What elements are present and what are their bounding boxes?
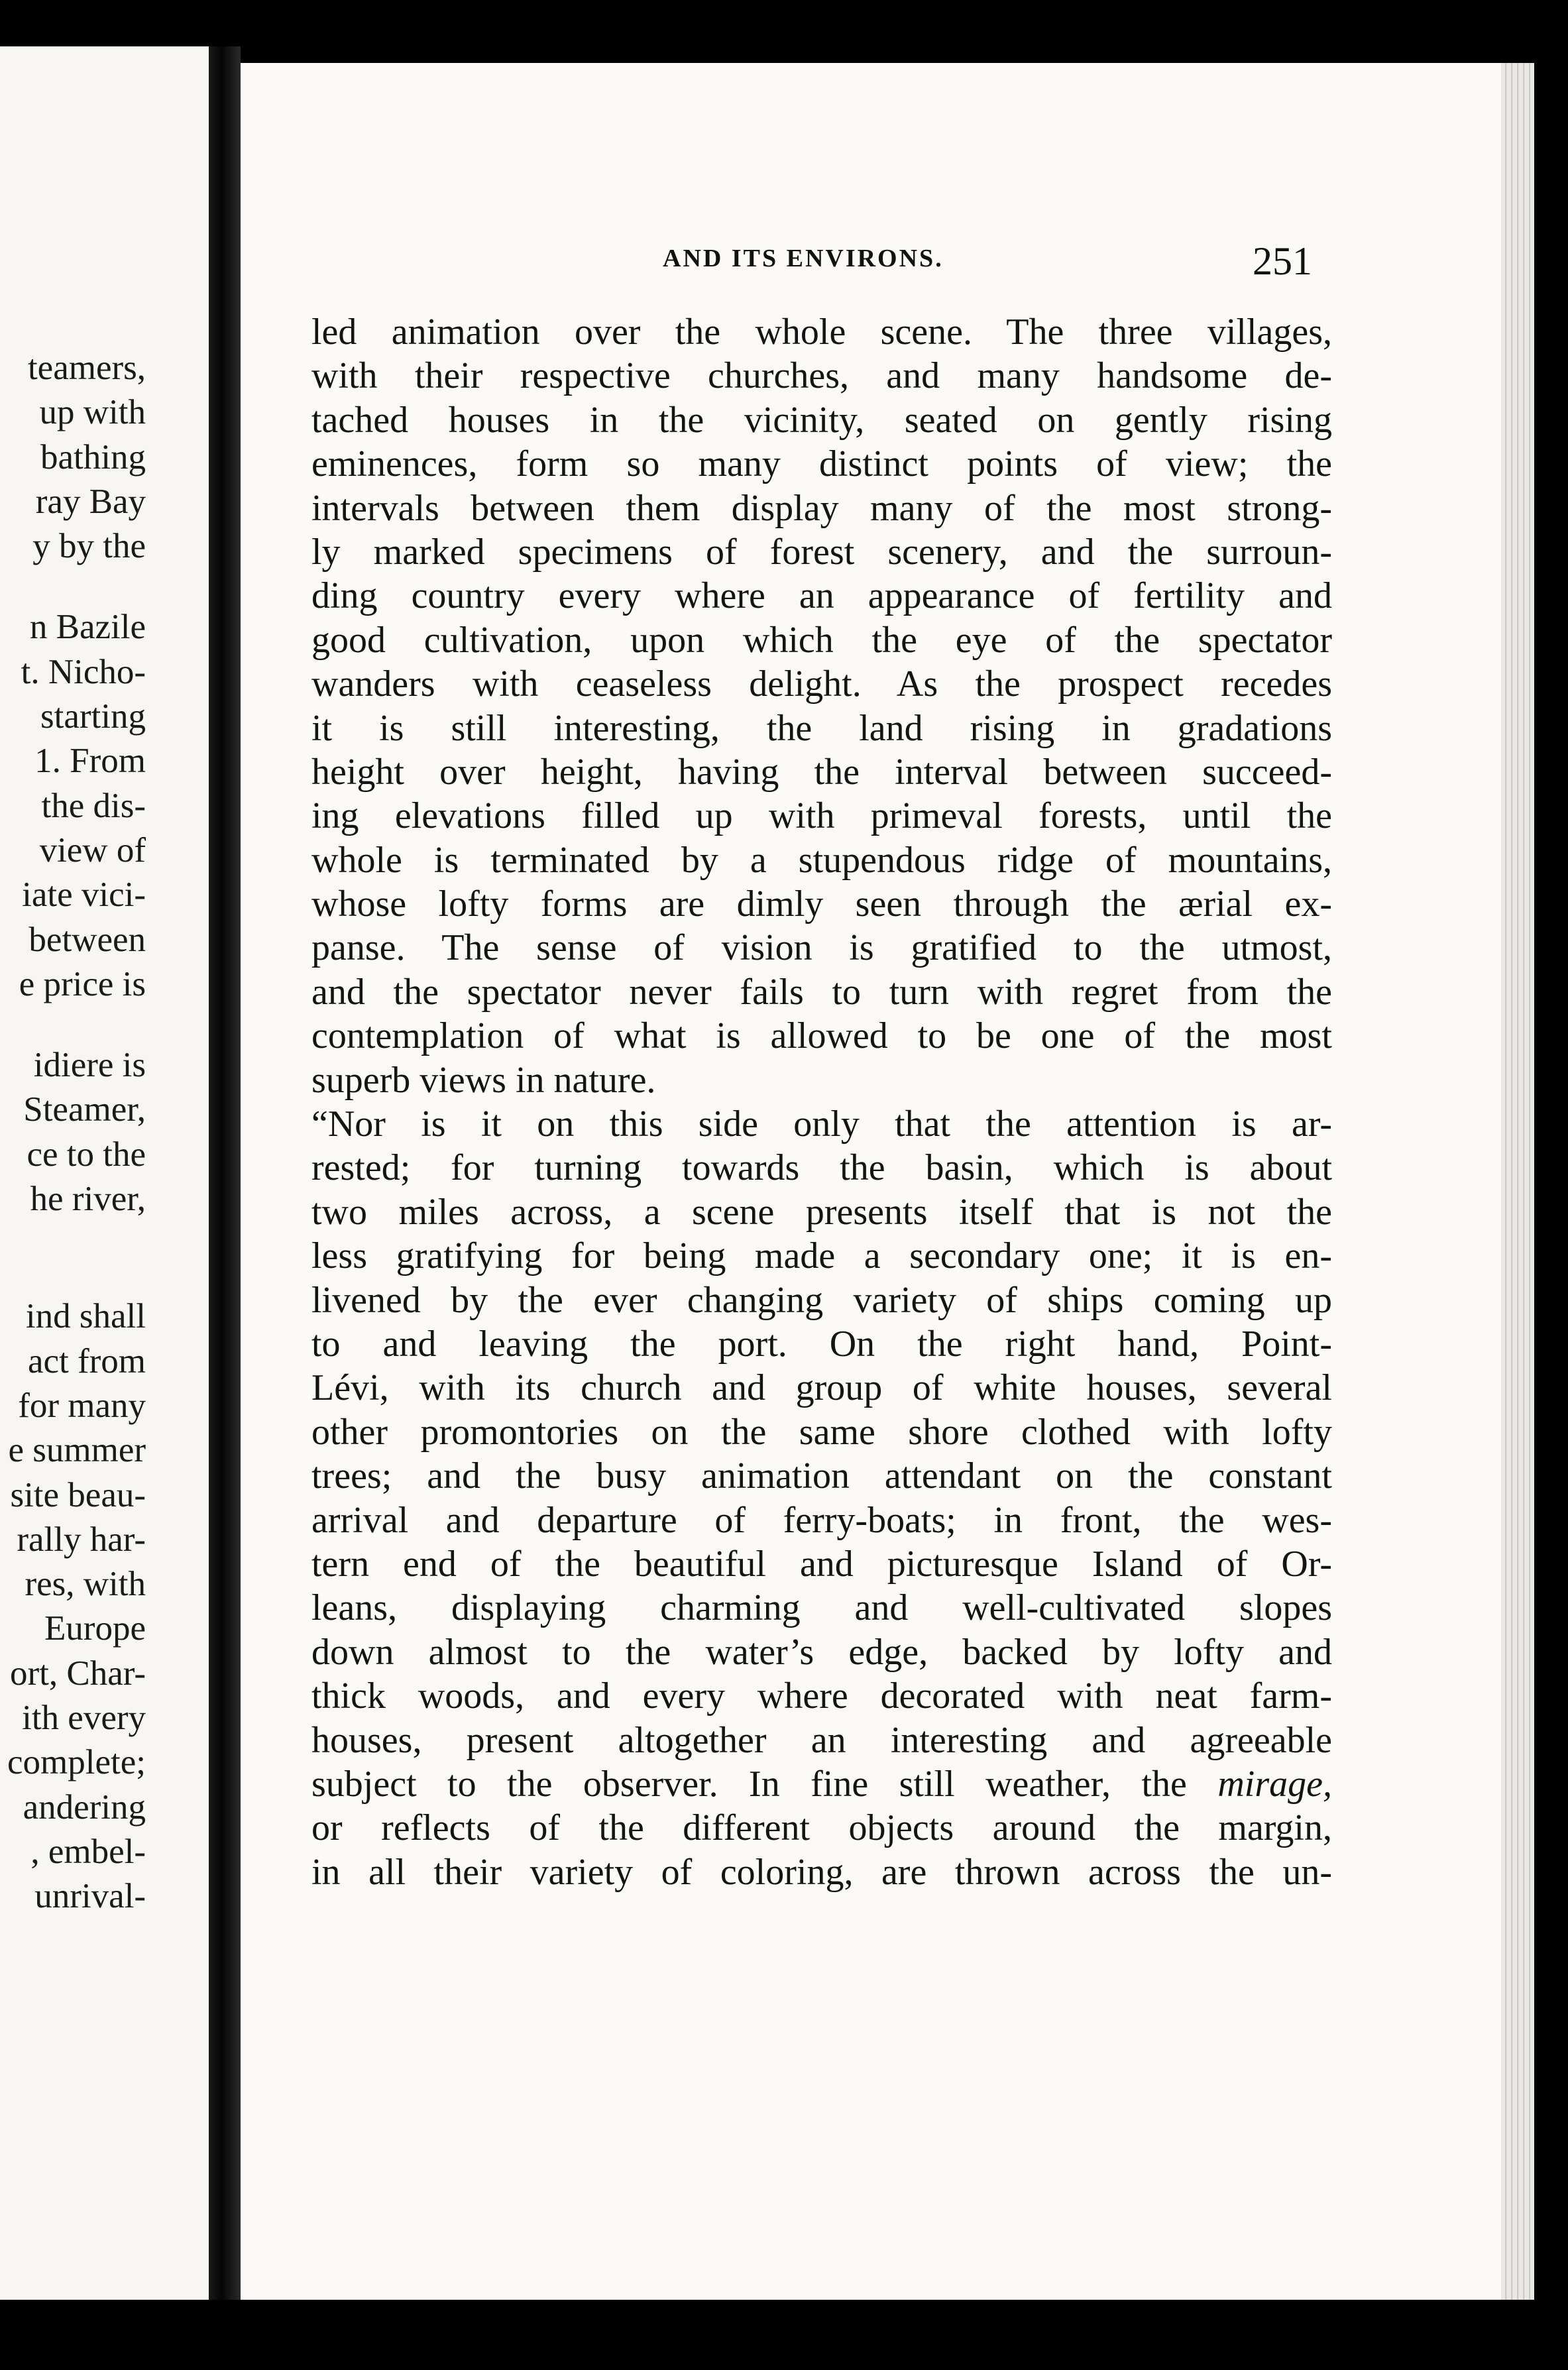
facing-line: ray Bay xyxy=(35,482,146,521)
facing-gap xyxy=(7,569,146,605)
facing-line: n Bazile xyxy=(29,608,146,647)
facing-line: t. Nicho- xyxy=(21,652,146,691)
text-segment: subject to the observer. In fine still weather, the xyxy=(311,1763,1187,1805)
facing-line: the dis- xyxy=(41,786,146,825)
running-head: AND ITS ENVIRONS. xyxy=(663,245,944,272)
text-line: arrival and departure of ferry-boats; in front, the wes- xyxy=(311,1499,1332,1541)
page-number: 251 xyxy=(1253,239,1312,283)
facing-line: e summer xyxy=(8,1431,146,1470)
text-line: thick woods, and every where decorated with neat farm- xyxy=(311,1675,1332,1717)
facing-line: , embel- xyxy=(30,1832,146,1871)
text-line: rested; for turning towards the basin, which is about xyxy=(311,1147,1332,1189)
facing-line: iate vici- xyxy=(22,875,146,915)
text-line: to and leaving the port. On the right hand, Point- xyxy=(311,1323,1332,1365)
facing-line: unrival- xyxy=(34,1877,146,1916)
text-line: and the spectator never fails to turn with regret from the xyxy=(311,971,1332,1013)
text-line: whole is terminated by a stupendous ridge of mountains, xyxy=(311,839,1332,881)
facing-line: andering xyxy=(23,1787,146,1827)
text-line: tached houses in the vicinity, seated on gently rising xyxy=(311,399,1332,441)
text-line: whose lofty forms are dimly seen through the ærial ex- xyxy=(311,883,1332,925)
facing-line: ith every xyxy=(22,1699,146,1738)
facing-line: for many xyxy=(18,1386,146,1425)
body-text xyxy=(311,310,1332,1894)
facing-line: res, with xyxy=(25,1565,146,1604)
facing-line: act from xyxy=(27,1341,146,1381)
text-line: tern end of the beautiful and picturesque Island of Or- xyxy=(311,1543,1332,1585)
text-line: Lévi, with its church and group of white houses, several xyxy=(311,1367,1332,1409)
text-line: down almost to the water’s edge, backed by lofty and xyxy=(311,1631,1332,1673)
text-line: houses, present altogether an interesting and agreeable xyxy=(311,1719,1332,1761)
facing-line: he river, xyxy=(30,1180,146,1219)
facing-line: Europe xyxy=(44,1609,146,1648)
facing-line: bathing xyxy=(40,437,146,477)
facing-gap xyxy=(7,1258,146,1294)
facing-line: ce to the xyxy=(27,1135,146,1174)
text-line: good cultivation, upon which the eye of the spectator xyxy=(311,619,1332,661)
facing-line: e price is xyxy=(19,964,146,1003)
facing-line: rally har- xyxy=(17,1520,146,1559)
facing-line: starting xyxy=(40,697,146,736)
facing-line: up with xyxy=(39,393,146,432)
text-line: trees; and the busy animation attendant on the constant xyxy=(311,1455,1332,1497)
text-line: ding country every where an appearance of fertility and xyxy=(311,575,1332,617)
text-line: superb views in nature. xyxy=(311,1059,656,1101)
text-line: led animation over the whole scene. The three villages, xyxy=(311,311,1332,353)
facing-gap xyxy=(7,1221,146,1258)
facing-line: ind shall xyxy=(25,1297,146,1336)
text-line: leans, displaying charming and well-cultivated slopes xyxy=(311,1587,1332,1629)
facing-line: Steamer, xyxy=(23,1090,146,1129)
text-line: with their respective churches, and many handsome de- xyxy=(311,355,1332,397)
facing-line: 1. From xyxy=(34,742,146,781)
text-line: ly marked specimens of forest scenery, and the surroun- xyxy=(311,531,1332,573)
facing-page-text xyxy=(7,346,146,1919)
facing-line: idiere is xyxy=(33,1046,146,1085)
facing-page xyxy=(0,46,209,2300)
text-line: ing elevations filled up with primeval forests, until the xyxy=(311,795,1332,837)
text-line: or reflects of the different objects around the margin, xyxy=(311,1807,1332,1849)
facing-line: between xyxy=(28,920,146,959)
page-edges xyxy=(1501,63,1534,2300)
facing-gap xyxy=(7,1007,146,1043)
italic-word: mirage, xyxy=(1217,1763,1332,1805)
text-line: “Nor is it on this side only that the attention is ar- xyxy=(311,1103,1332,1145)
text-line: contemplation of what is allowed to be one of the most xyxy=(311,1015,1332,1057)
facing-line: y by the xyxy=(32,527,146,566)
text-line-with-italic xyxy=(311,1762,1332,1806)
facing-line: view of xyxy=(39,830,146,870)
facing-line: complete; xyxy=(7,1743,146,1782)
text-line: other promontories on the same shore clothed with lofty xyxy=(311,1411,1332,1453)
text-line: wanders with ceaseless delight. As the prospect recedes xyxy=(311,663,1332,705)
text-line: less gratifying for being made a secondary one; it is en- xyxy=(311,1235,1332,1277)
text-line: two miles across, a scene presents itself that is not the xyxy=(311,1191,1332,1233)
text-line: eminences, form so many distinct points of view; the xyxy=(311,443,1332,485)
text-line: height over height, having the interval between succeed- xyxy=(311,751,1332,793)
facing-line: site beau- xyxy=(10,1475,146,1514)
text-line: it is still interesting, the land rising in gradations xyxy=(311,707,1332,749)
book-gutter xyxy=(209,46,241,2300)
facing-line: teamers, xyxy=(27,349,146,387)
text-line: intervals between them display many of the most strong- xyxy=(311,487,1332,529)
text-line: in all their variety of coloring, are thrown across the un- xyxy=(311,1851,1332,1893)
facing-line: ort, Char- xyxy=(10,1654,146,1693)
text-line: panse. The sense of vision is gratified to the utmost, xyxy=(311,927,1332,969)
text-line: livened by the ever changing variety of ships coming up xyxy=(311,1279,1332,1321)
